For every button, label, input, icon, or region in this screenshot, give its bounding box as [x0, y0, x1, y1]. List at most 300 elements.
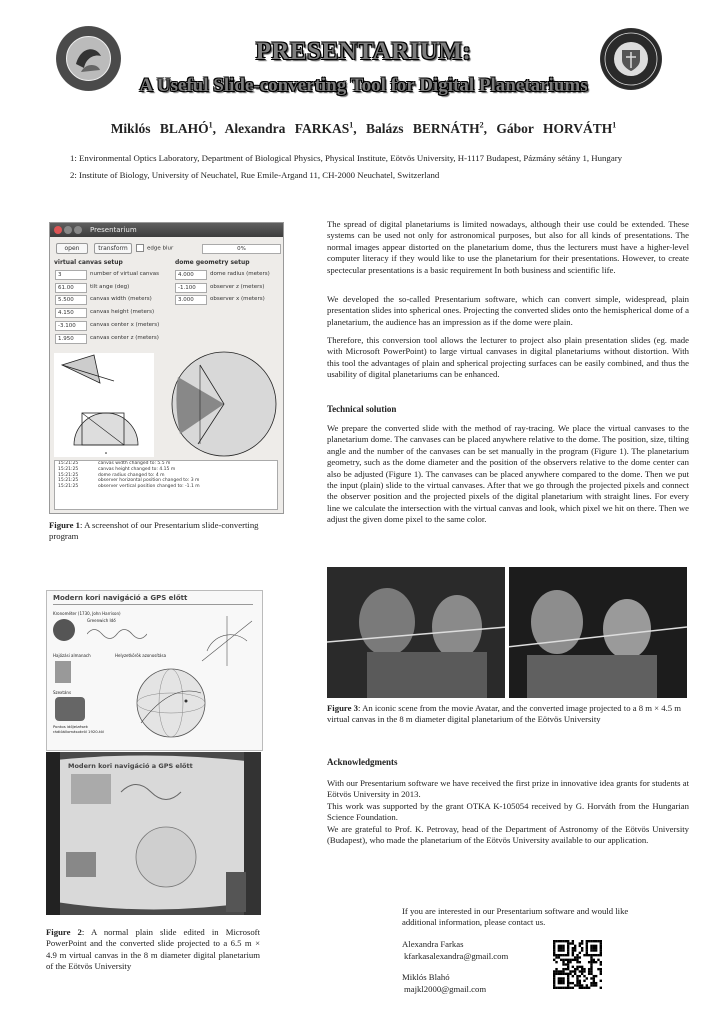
qr-module: [590, 945, 592, 947]
qr-module: [553, 945, 555, 947]
contact-name: Alexandra Farkas: [402, 939, 464, 949]
canvas-field-label: canvas width (meters): [90, 296, 152, 303]
qr-module: [572, 970, 574, 972]
qr-module: [569, 973, 571, 975]
qr-module: [593, 975, 595, 977]
qr-module: [553, 982, 555, 984]
log-time: 15:21:25: [58, 478, 79, 484]
technical-paragraph: We prepare the converted slide with the method of ray-tracing. We place the virtual canvases to the planetarium dome. The canvases can be placed anywhere relative to the dome. The position, size, tilting angle and the number of the canvases can be set manually in the program (Figure 1). The planetarium geometry, such as the dome diameter and the position of the observers relative to the dome center can also be adjusted (Figure 1). The canvases can be placed anywhere compared to the dome. Then we put the input (plain) slide to the virtual canvases. After that we go through the projected pixels and connect the observer position and the projected pixels of the digital planetarium with straight lines. For every line we calculate the intersection with the virtual canvas and look, which pixel we hit on there. Then we adjust the given dome pixel to the same color.: [327, 423, 689, 525]
qr-module: [562, 945, 564, 947]
technical-heading: Technical solution: [327, 404, 397, 414]
qr-module: [553, 970, 555, 972]
canvas-field-label: tilt ange (deg): [90, 283, 130, 290]
qr-module: [553, 940, 555, 942]
qr-module: [558, 956, 560, 958]
dome-field-label: dome radius (meters): [210, 271, 270, 277]
qr-module: [567, 959, 569, 961]
qr-module: [572, 975, 574, 977]
qr-module: [593, 954, 595, 956]
qr-module: [600, 945, 602, 947]
qr-module: [593, 949, 595, 951]
qr-module: [590, 968, 592, 970]
projected-slide-title: Modern kori navigáció a GPS előtt: [68, 762, 193, 770]
qr-module: [590, 966, 592, 968]
qr-module: [600, 987, 602, 989]
qr-module: [560, 959, 562, 961]
projected-slide-photo: [46, 752, 261, 915]
qr-module: [593, 982, 595, 984]
canvas-field-label: number of virtual canvas: [90, 271, 159, 277]
qr-module: [597, 959, 599, 961]
qr-module: [567, 942, 569, 944]
qr-module: [560, 954, 562, 956]
qr-module: [576, 984, 578, 986]
qr-module: [588, 973, 590, 975]
qr-module: [588, 954, 590, 956]
qr-module: [567, 968, 569, 970]
qr-module: [565, 973, 567, 975]
contact-email[interactable]: majkl2000@gmail.com: [404, 984, 487, 994]
qr-module: [590, 949, 592, 951]
qr-module: [567, 947, 569, 949]
log-message: observer vertical position changed to: -1.1 m: [98, 484, 200, 490]
qr-module: [553, 980, 555, 982]
qr-module: [590, 956, 592, 958]
qr-module: [562, 954, 564, 956]
qr-module: [581, 949, 583, 951]
qr-module: [567, 980, 569, 982]
qr-module: [595, 982, 597, 984]
plain-slide-image: [46, 590, 263, 751]
qr-module: [600, 952, 602, 954]
qr-module: [553, 975, 555, 977]
slide-label: Hajózási almanach: [53, 653, 91, 658]
qr-module: [560, 947, 562, 949]
qr-module: [553, 954, 555, 956]
qr-module: [558, 954, 560, 956]
qr-module: [567, 940, 569, 942]
qr-module: [581, 968, 583, 970]
qr-module: [565, 968, 567, 970]
log-message: canvas height changed to: 4.15 m: [98, 466, 176, 472]
qr-module: [586, 952, 588, 954]
sine-wave-graphic: [87, 625, 147, 643]
open-button[interactable]: open: [56, 243, 88, 254]
qr-module: [595, 949, 597, 951]
qr-module: [586, 984, 588, 986]
qr-module: [595, 961, 597, 963]
qr-module: [600, 973, 602, 975]
qr-module: [579, 987, 581, 989]
presentarium-app-screenshot: [49, 222, 284, 514]
qr-module: [567, 975, 569, 977]
qr-module: [574, 984, 576, 986]
qr-module: [562, 980, 564, 982]
qr-module: [572, 940, 574, 942]
qr-module: [600, 980, 602, 982]
checkbox-icon[interactable]: [136, 244, 144, 252]
qr-module: [565, 940, 567, 942]
qr-module: [586, 949, 588, 951]
log-time: 15:21:25: [58, 472, 79, 478]
qr-module: [558, 973, 560, 975]
log-time: 15:21:25: [58, 484, 79, 490]
qr-module: [567, 966, 569, 968]
qr-module: [590, 954, 592, 956]
qr-module: [586, 987, 588, 989]
qr-module: [595, 945, 597, 947]
qr-module: [600, 940, 602, 942]
qr-module: [560, 973, 562, 975]
qr-module: [574, 949, 576, 951]
qr-module: [572, 947, 574, 949]
qr-module: [579, 952, 581, 954]
qr-module: [581, 947, 583, 949]
qr-module: [583, 970, 585, 972]
qr-module: [567, 977, 569, 979]
log-message: canvas width changed to: 5.5 m: [98, 461, 171, 466]
qr-module: [590, 961, 592, 963]
qr-module: [593, 945, 595, 947]
slide-label: Kronométer (1730, John Harrison): [53, 611, 121, 616]
qr-module: [586, 940, 588, 942]
progress-label: 0%: [237, 246, 246, 252]
dome-field-label: observer z (meters): [210, 283, 265, 290]
figure-3-caption: Figure 3: An iconic scene from the movie Avatar, and the converted image projected to a 8 m × 4.5 m virtual canvas in the 8 m diameter digital planetarium of the Eötvös University: [327, 703, 682, 725]
qr-module: [558, 980, 560, 982]
canvas-field-input[interactable]: 3: [55, 270, 87, 280]
contact-intro: If you are interested in our Presentarium software and would like additional information, please contact us.: [402, 906, 629, 928]
acknowledgments-paragraph: With our Presentarium software we have received the first prize in innovative idea grants for students at Eötvös University in 2013.: [327, 778, 689, 800]
qr-module: [560, 945, 562, 947]
qr-module: [588, 968, 590, 970]
log-time: 15:21:25: [58, 466, 79, 472]
slide-label: Greenwich Idő: [87, 618, 116, 623]
close-icon[interactable]: [54, 226, 62, 234]
maximize-icon[interactable]: [74, 226, 82, 234]
qr-module: [581, 942, 583, 944]
qr-module: [574, 945, 576, 947]
qr-module: [562, 977, 564, 979]
qr-module: [590, 963, 592, 965]
figure-2-caption: Figure 2: A normal plain slide edited in Microsoft PowerPoint and the converted slide projected to a 6.5 m × 4.9 m virtual canvas in the 8 m diameter digital planetarium of the Eötvös University: [46, 927, 260, 972]
qr-module: [553, 949, 555, 951]
qr-module: [586, 947, 588, 949]
qr-module: [590, 977, 592, 979]
contact-email[interactable]: kfarkasalexandra@gmail.com: [404, 951, 509, 961]
canvas-field-input[interactable]: -3.100: [55, 321, 87, 331]
qr-module: [565, 959, 567, 961]
edge-blur-label: edge blur: [147, 245, 174, 252]
qr-module: [567, 952, 569, 954]
qr-module: [588, 970, 590, 972]
qr-module: [574, 973, 576, 975]
qr-module: [567, 984, 569, 986]
qr-module: [565, 963, 567, 965]
qr-module: [560, 980, 562, 982]
qr-module: [555, 956, 557, 958]
qr-module: [581, 940, 583, 942]
canvas-field-input[interactable]: 1.950: [55, 334, 87, 344]
qr-module: [593, 959, 595, 961]
qr-module: [553, 952, 555, 954]
dome-section-title: dome geometry setup: [175, 259, 250, 266]
qr-module: [569, 961, 571, 963]
qr-module: [593, 980, 595, 982]
qr-module: [562, 970, 564, 972]
qr-module: [574, 959, 576, 961]
qr-module: [593, 947, 595, 949]
qr-module: [581, 984, 583, 986]
qr-module: [576, 961, 578, 963]
transform-button[interactable]: transform: [94, 243, 132, 254]
qr-module: [565, 987, 567, 989]
qr-module: [574, 968, 576, 970]
qr-module: [553, 973, 555, 975]
dome-field-input[interactable]: -1.100: [175, 283, 207, 293]
qr-module: [560, 987, 562, 989]
slide-label: Szextáns: [53, 690, 72, 695]
qr-module: [558, 977, 560, 979]
qr-module: [583, 968, 585, 970]
qr-module: [555, 973, 557, 975]
qr-code-graphic[interactable]: [553, 940, 602, 989]
canvas-field-input[interactable]: 61.00: [55, 283, 87, 293]
qr-module: [574, 970, 576, 972]
poster-subtitle: A Useful Slide-converting Tool for Digital Planetariums: [139, 75, 588, 96]
projected-slide-graphic: [46, 752, 261, 915]
qr-module: [597, 968, 599, 970]
qr-module: [562, 968, 564, 970]
qr-module: [576, 959, 578, 961]
qr-module: [600, 968, 602, 970]
qr-module: [558, 949, 560, 951]
author: Miklós BLAHÓ$^1$,: [110, 120, 216, 136]
qr-module: [569, 970, 571, 972]
qr-module: [565, 954, 567, 956]
qr-module: [576, 956, 578, 958]
qr-module: [572, 954, 574, 956]
dome-field-input[interactable]: 3.000: [175, 295, 207, 305]
author: Balázs BERNÁTH$^2$,: [365, 120, 487, 136]
qr-module: [558, 982, 560, 984]
qr-module: [553, 987, 555, 989]
qr-module: [553, 984, 555, 986]
qr-module: [555, 987, 557, 989]
slide-label: Pontos időjelzések rádióállomásokról 1920-tól: [53, 724, 104, 734]
qr-module: [590, 947, 592, 949]
qr-module: [572, 987, 574, 989]
author-list: [0, 120, 727, 137]
qr-module: [558, 940, 560, 942]
qr-module: [576, 980, 578, 982]
qr-module: [562, 940, 564, 942]
chronometer-image: [53, 619, 75, 641]
qr-module: [576, 968, 578, 970]
qr-module: [555, 954, 557, 956]
qr-module: [562, 949, 564, 951]
author: Gábor HORVÁTH$^1$: [496, 120, 617, 136]
qr-module: [588, 961, 590, 963]
qr-module: [595, 940, 597, 942]
log-time: 15:21:25: [58, 461, 79, 466]
qr-module: [581, 966, 583, 968]
qr-module: [586, 945, 588, 947]
qr-module: [555, 968, 557, 970]
qr-module: [562, 973, 564, 975]
edge-blur-toggle[interactable]: [136, 244, 173, 252]
qr-module: [574, 956, 576, 958]
qr-module: [576, 977, 578, 979]
qr-module: [569, 959, 571, 961]
qr-module: [553, 959, 555, 961]
qr-module: [562, 961, 564, 963]
author: Alexandra FARKAS$^1$,: [224, 120, 357, 136]
qr-module: [595, 954, 597, 956]
qr-module: [560, 982, 562, 984]
qr-module: [590, 940, 592, 942]
slide-title: Modern kori navigáció a GPS előtt: [53, 594, 188, 602]
qr-module: [600, 942, 602, 944]
contact-name: Miklós Blahó: [402, 972, 450, 982]
qr-module: [555, 970, 557, 972]
qr-module: [569, 987, 571, 989]
qr-module: [572, 982, 574, 984]
qr-module: [553, 977, 555, 979]
qr-module: [579, 945, 581, 947]
app-titlebar: [50, 223, 283, 237]
qr-module: [572, 966, 574, 968]
qr-code[interactable]: [553, 940, 602, 989]
qr-module: [581, 973, 583, 975]
qr-module: [579, 956, 581, 958]
qr-module: [588, 987, 590, 989]
qr-module: [567, 949, 569, 951]
qr-module: [600, 954, 602, 956]
qr-module: [569, 942, 571, 944]
minimize-icon[interactable]: [64, 226, 72, 234]
qr-module: [567, 954, 569, 956]
qr-module: [558, 947, 560, 949]
affiliation-1: 1: Environmental Optics Laboratory, Department of Biological Physics, Physical Institute, Eötvös University, H-1117 Budapest, Pázmány sétány 1, Hungary: [70, 153, 623, 163]
log-entry: [55, 484, 277, 490]
qr-module: [600, 947, 602, 949]
qr-module: [579, 970, 581, 972]
qr-module: [597, 954, 599, 956]
poster-title: PRESENTARIUM:: [255, 38, 472, 65]
qr-module: [600, 961, 602, 963]
qr-module: [572, 959, 574, 961]
qr-module: [590, 959, 592, 961]
qr-module: [562, 959, 564, 961]
qr-module: [597, 940, 599, 942]
qr-module: [579, 982, 581, 984]
qr-module: [562, 947, 564, 949]
qr-module: [567, 961, 569, 963]
canvas-field-input[interactable]: 5.500: [55, 295, 87, 305]
qr-module: [593, 977, 595, 979]
qr-module: [583, 954, 585, 956]
qr-module: [576, 982, 578, 984]
qr-module: [574, 947, 576, 949]
angle-diagram: [197, 611, 257, 671]
qr-module: [576, 954, 578, 956]
qr-module: [553, 942, 555, 944]
qr-module: [567, 987, 569, 989]
sextant-image: [55, 697, 85, 721]
intro-paragraph: We developed the so-called Presentarium software, which can convert simple, widespread, plain presentation slides into spherical ones. Projecting the converted slides onto the hemispherical dome of a planetarium, the audience has an impression as if the dome were plain.: [327, 294, 689, 327]
canvas-field-input[interactable]: 4.150: [55, 308, 87, 318]
affiliation-2: 2: Institute of Biology, University of Neuchatel, Rue Emile-Argand 11, CH-2000 Neuchatel, Switzerland: [70, 170, 440, 180]
qr-module: [581, 970, 583, 972]
qr-module: [583, 975, 585, 977]
dome-field-input[interactable]: 4.000: [175, 270, 207, 280]
qr-module: [579, 942, 581, 944]
qr-module: [579, 966, 581, 968]
qr-module: [583, 980, 585, 982]
qr-module: [558, 987, 560, 989]
qr-module: [600, 970, 602, 972]
qr-module: [576, 975, 578, 977]
qr-module: [572, 949, 574, 951]
qr-module: [558, 970, 560, 972]
canvas-geometry-diagram: [54, 353, 154, 457]
app-window-title: Presentarium: [90, 226, 137, 234]
qr-module: [560, 949, 562, 951]
qr-module: [560, 977, 562, 979]
qr-module: [593, 940, 595, 942]
avatar-scene-graphic: [327, 567, 687, 698]
qr-module: [553, 947, 555, 949]
qr-module: [567, 945, 569, 947]
almanac-image: [55, 661, 71, 683]
qr-module: [572, 942, 574, 944]
qr-module: [588, 940, 590, 942]
qr-module: [560, 970, 562, 972]
avatar-scene-images: [327, 567, 687, 698]
qr-module: [567, 982, 569, 984]
qr-module: [562, 963, 564, 965]
qr-module: [586, 977, 588, 979]
qr-module: [562, 982, 564, 984]
canvas-field-label: canvas center z (meters): [90, 334, 159, 341]
qr-module: [572, 952, 574, 954]
qr-module: [560, 940, 562, 942]
qr-module: [576, 966, 578, 968]
figure-1-caption: Figure 1: A screenshot of our Presentarium slide-converting program: [49, 520, 259, 542]
qr-module: [586, 942, 588, 944]
qr-module: [579, 984, 581, 986]
intro-paragraph: Therefore, this conversion tool allows the lecturer to project also plain presentation slides (eg. made with Microsoft PowerPoint) to large virtual canvases in digital planetariums without distortion. With this tool the advantages of plain and spherical projecting surfaces can be easily combined, and thus the usability of digital planetariums can be enhanced.: [327, 335, 689, 380]
qr-module: [595, 984, 597, 986]
qr-module: [567, 963, 569, 965]
dome-geometry-diagram: [170, 349, 278, 459]
canvas-field-label: canvas height (meters): [90, 309, 155, 316]
progress-bar: [202, 244, 281, 254]
acknowledgments-paragraph: We are grateful to Prof. K. Petrovay, head of the Department of Astronomy of the Eötvös University (Budapest), who made the planetarium of the Eötvös University available to our application.: [327, 824, 689, 846]
intro-paragraph: The spread of digital planetariums is limited nowadays, although their use could be extended. These systems can be used not only for astronomical purposes, but also for all kinds of presentations. The normal images appear distorted on the planetarium dome, thus the lecturers must have a higher-level computer literacy if they would like to use the planetarium for their presentations. However, to create spectecular presentations is a basic requirement In both business and scientific life.: [327, 219, 689, 275]
qr-module: [581, 987, 583, 989]
acknowledgments-heading: Acknowledgments: [327, 757, 398, 767]
qr-module: [593, 961, 595, 963]
log-message: dome radius changed to: 4 m: [98, 472, 165, 478]
qr-module: [555, 940, 557, 942]
qr-module: [555, 961, 557, 963]
dome-field-label: observer x (meters): [210, 296, 265, 303]
qr-module: [593, 984, 595, 986]
qr-module: [569, 982, 571, 984]
log-message: observer horizontal position changed to: 3 m: [98, 478, 200, 484]
